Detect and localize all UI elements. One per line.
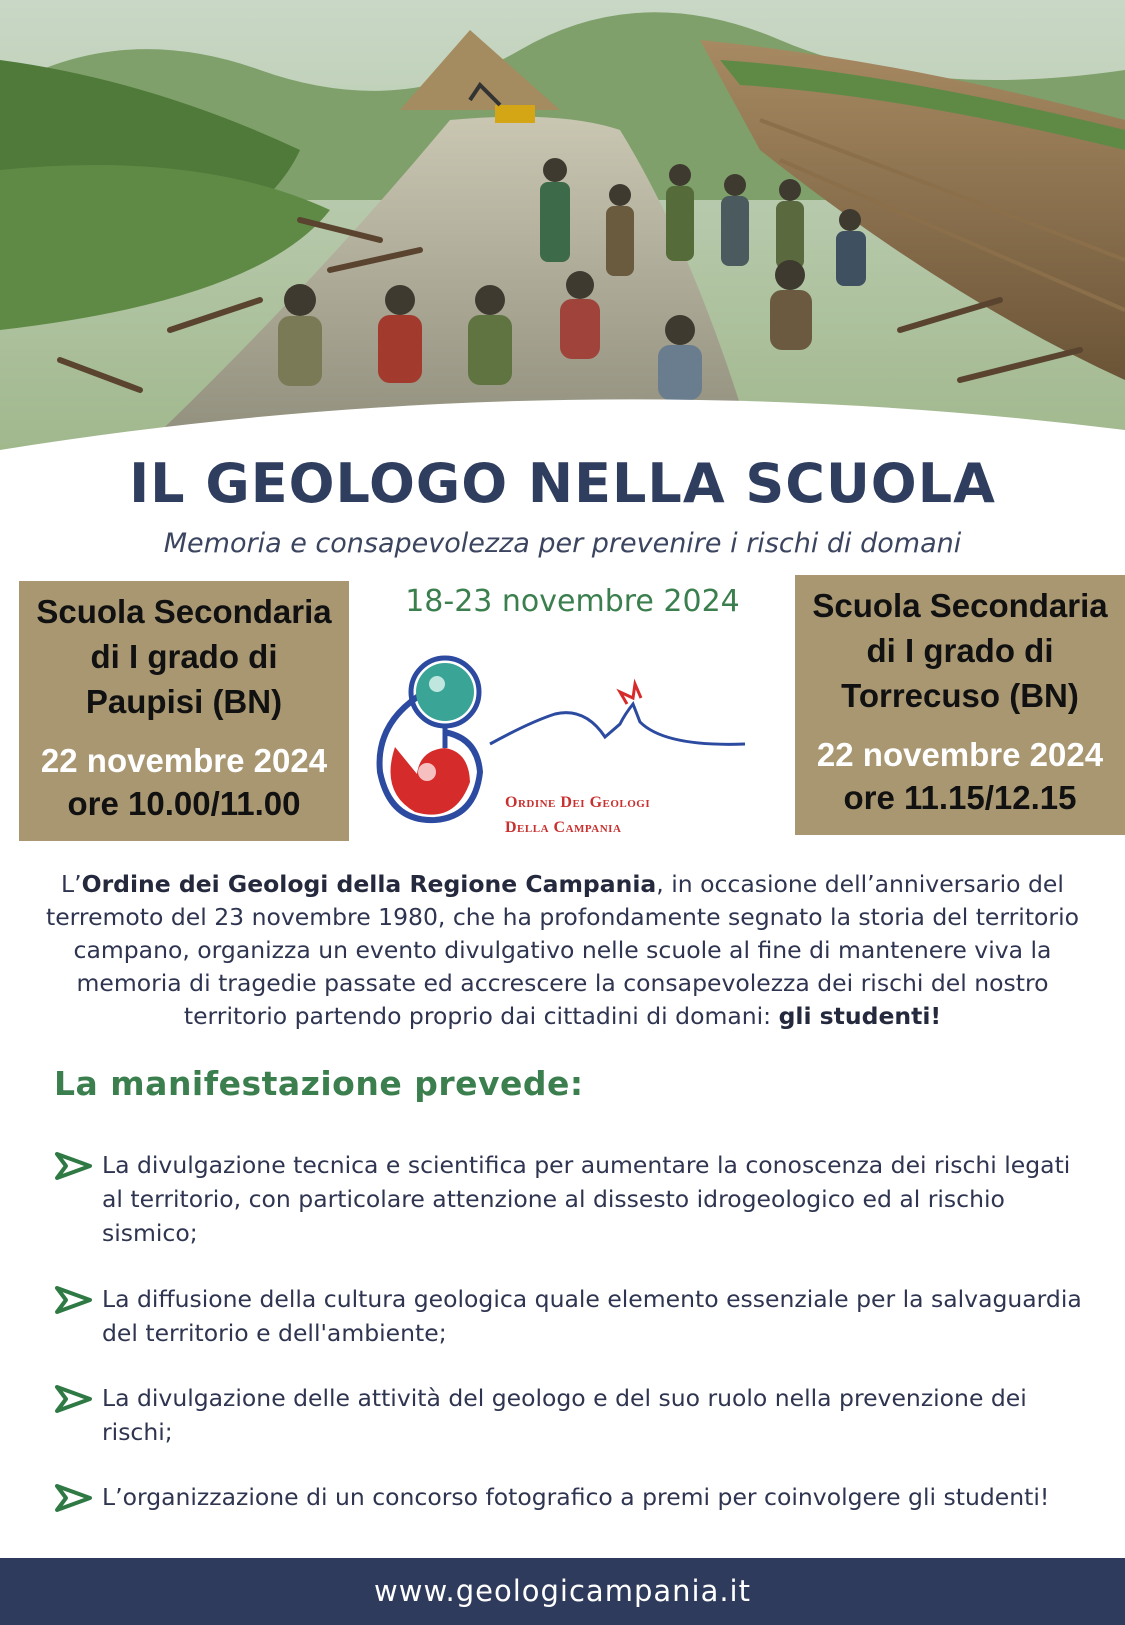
intro-highlight: gli studenti! (778, 1002, 942, 1030)
event-dates: 18-23 novembre 2024 (405, 584, 740, 619)
arrow-bullet-icon (54, 1284, 94, 1316)
list-item-text: L’organizzazione di un concorso fotografico a premi per coinvolgere gli studenti! (102, 1483, 1050, 1511)
school-box-torrecuso (795, 575, 1125, 835)
arrow-bullet-icon (54, 1482, 94, 1514)
list-item-text: La divulgazione delle attività del geologo e del suo ruolo nella prevenzione dei rischi; (102, 1384, 1027, 1446)
logo-text: Ordine Dei Geologi Della Campania (505, 794, 651, 836)
footer-website-link[interactable]: www.geologicampania.it (0, 1558, 1125, 1625)
school-date: 22 novembre 2024 (40, 742, 328, 779)
list-item-text: La divulgazione tecnica e scientifica per aumentare la conoscenza dei rischi legati al territorio, con particolare attenzione al dissesto idrogeologico ed al rischio sismico; (102, 1151, 1071, 1247)
arrow-bullet-icon (54, 1383, 94, 1415)
school-box-paupisi (19, 581, 349, 841)
intro-paragraph: L’Ordine dei Geologi della Regione Campania, in occasione dell’anniversario del terremoto del 23 novembre 1980, che ha profondamente segnato la storia del territorio campano, organizza un evento divulgativo nelle scuole al fine di mantenere viva la memoria di tragedie passate ed accrescere la consapevolezza dei rischi del nostro territorio partendo proprio dai cittadini di domani: gli studenti! (46, 870, 1079, 1030)
section-heading: La manifestazione prevede: (54, 1064, 584, 1103)
school-time: ore 10.00/11.00 (67, 785, 301, 822)
hero-illustration (0, 0, 1125, 470)
list-item-text: La diffusione della cultura geologica quale elemento essenziale per la salvaguardia del territorio e dell'ambiente; (102, 1285, 1082, 1347)
school-name: Scuola Secondaria di I grado di Torrecuso (BN) (812, 587, 1108, 714)
arrow-bullet-icon (54, 1150, 94, 1182)
school-time: ore 11.15/12.15 (843, 779, 1077, 816)
organization-name: Ordine dei Geologi della Regione Campania (81, 870, 657, 898)
page-title: IL GEOLOGO NELLA SCUOLA (129, 452, 996, 515)
page-subtitle: Memoria e consapevolezza per prevenire i rischi di domani (163, 528, 962, 559)
school-date: 22 novembre 2024 (816, 736, 1104, 773)
school-name: Scuola Secondaria di I grado di Paupisi (BN) (36, 593, 332, 720)
